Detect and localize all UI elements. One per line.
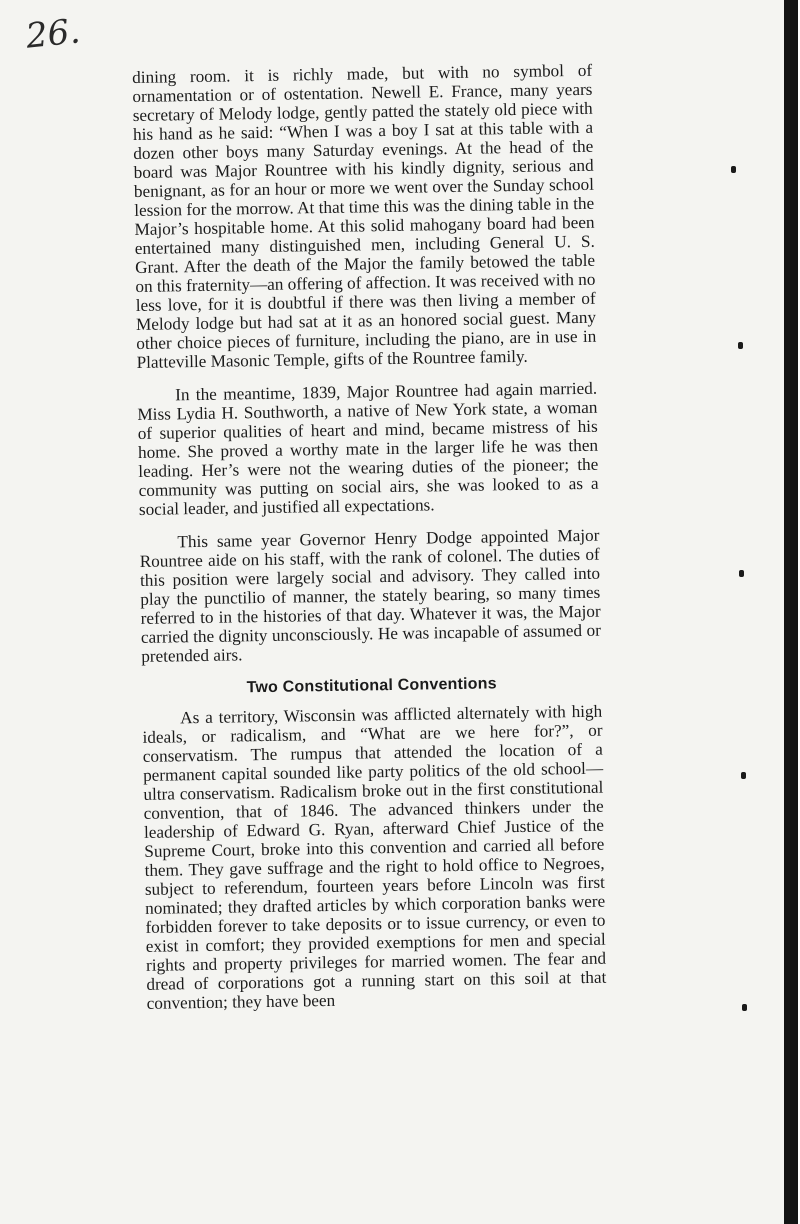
margin-speck xyxy=(742,1004,747,1011)
margin-speck xyxy=(731,166,736,173)
margin-speck xyxy=(741,772,746,779)
body-text xyxy=(132,61,607,1027)
section-heading: Two Constitutional Conventions xyxy=(246,675,497,697)
paragraph-aide-appointment: This same year Governor Henry Dodge appointed Major Rountree aide on his staff, with the rank of colonel. The duties of this position were largely social and advisory. They called into play the punctilio of manner, the stately bearing, so many times referred to in the histories of that day. Whatever it was, the Major carried the dignity unconsciously. He was incapable of assumed or pretended airs. xyxy=(139,525,602,666)
margin-speck xyxy=(738,342,743,349)
paragraph-marriage: In the meantime, 1839, Major Rountree had again married. Miss Lydia H. Southworth, a native of New York state, a woman of superior qualities of heart and mind, became mistress of his home. She proved a worthy mate in the larger life he was then leading. Her’s were not the wearing duties of the pioneer; the community was putting on social airs, she was looked to as a social leader, and justified all expectations. xyxy=(137,378,599,519)
paragraph-dining-table: dining room. it is richly made, but with no symbol of ornamentation or of ostentation. Newell E. France, many years secretary of Melody lodge, gently patted the stately old piece with his hand as he said: “When I was a boy I sat at this table with a dozen other boys many Saturday evenings. At the head of the board was Major Rountree with his kindly dignity, serious and benignant, as for an hour or more we went over the Sunday school lession for the morrow. At that time this was the dining table in the Major’s hospitable home. At this solid mahogany board had been entertained many distinguished men, including General U. S. Grant. After the death of the Major the family betowed the table on this fraternity—an offering of affection. It was received with no less love, for it is doubtful if there was then living a member of Melody lodge but had sat at it as an honored social guest. Many other choice pieces of furniture, including the piano, are in use in Platteville Masonic Temple, gifts of the Rountree family. xyxy=(132,60,597,372)
paragraph-conventions: As a territory, Wisconsin was afflicted alternately with high ideals, or radicalism, and “What are we here for?”, or conservatism. The rumpus that attended the location of a permanent capital sounded like party politics of the old school—ultra conservatism. Radicalism broke out in the first constitutional convention, that of 1846. The advanced thinkers under the leadership of Edward G. Ryan, afterward Chief Justice of the Supreme Court, broke into this convention and carried all before them. They gave suffrage and the right to hold office to Negroes, subject to referendum, fourteen years before Lincoln was first nominated; they drafted articles by which corporation banks were forbidden forever to take deposits or to issue currency, or even to exist in comfort; they provided exemptions for men and special rights and property privileges for married women. The fear and dread of corporations got a running start on this soil at that convention; they have been xyxy=(142,701,607,1013)
margin-speck xyxy=(739,570,744,577)
handwritten-page-number: 26. xyxy=(24,11,83,57)
